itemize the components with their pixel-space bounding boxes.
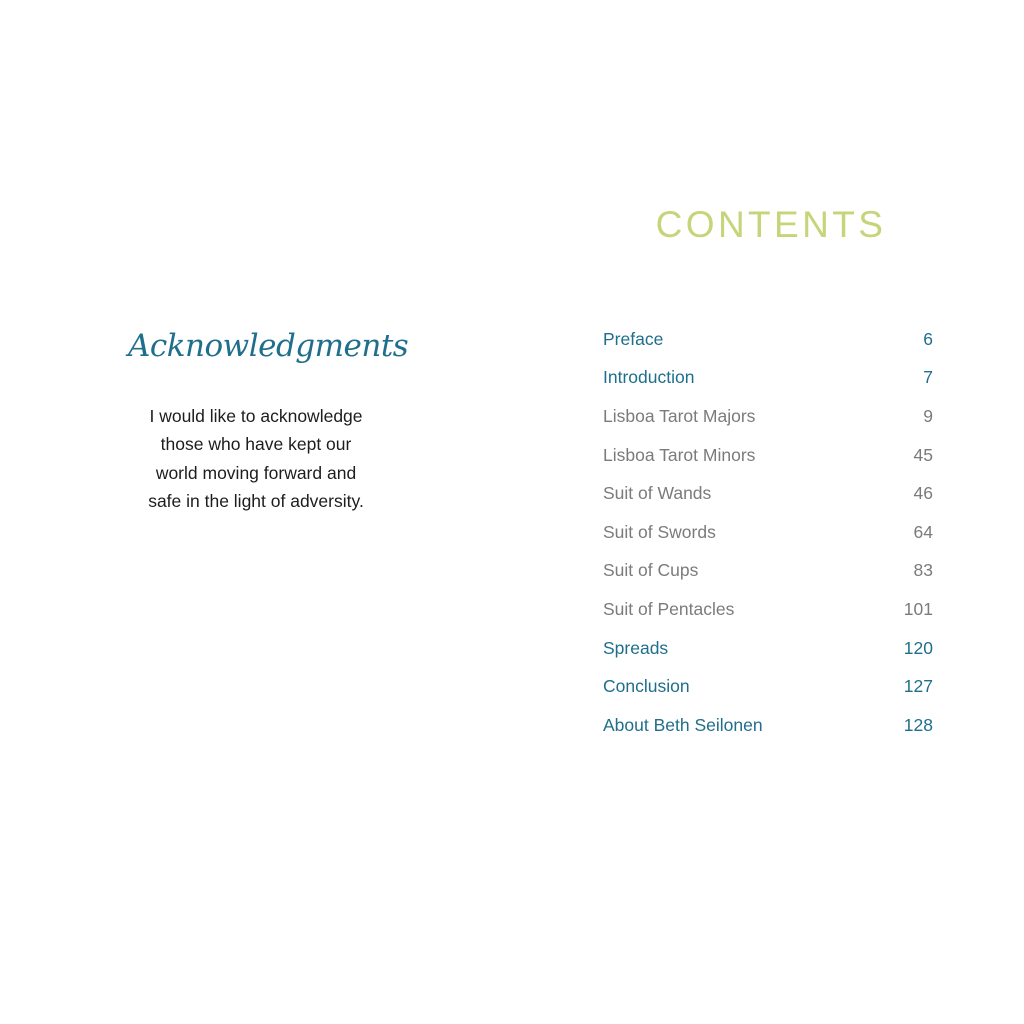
acknowledgments-line: I would like to acknowledge: [149, 406, 363, 426]
acknowledgments-line: those who have kept our: [160, 434, 352, 455]
table-of-contents: [603, 320, 933, 745]
toc-entry[interactable]: [603, 320, 933, 359]
toc-entry-label: Suit of Pentacles: [603, 598, 735, 619]
toc-entry-page: 127: [903, 676, 933, 697]
acknowledgments-text: [128, 402, 384, 515]
toc-entry-page: 46: [913, 483, 933, 504]
toc-entry-label: Spreads: [603, 637, 669, 658]
toc-entry[interactable]: [603, 552, 933, 591]
toc-entry[interactable]: [603, 629, 933, 668]
toc-entry[interactable]: [603, 667, 933, 706]
toc-entry[interactable]: [603, 706, 933, 745]
toc-entry-label: Introduction: [603, 367, 695, 388]
toc-entry-page: 45: [913, 444, 933, 465]
contents-heading: CONTENTS: [655, 204, 887, 245]
toc-entry[interactable]: [603, 436, 933, 475]
toc-entry-page: 101: [903, 598, 933, 619]
toc-entry-label: Suit of Wands: [603, 483, 712, 504]
toc-entry[interactable]: [603, 397, 933, 436]
toc-entry[interactable]: [603, 474, 933, 513]
toc-entry-label: Suit of Swords: [603, 521, 716, 542]
toc-entry[interactable]: [603, 513, 933, 552]
toc-entry-page: 9: [923, 405, 933, 426]
toc-entry-page: 64: [913, 521, 933, 542]
toc-entry-label: Suit of Cups: [603, 560, 699, 581]
toc-entry-page: 7: [923, 367, 933, 388]
acknowledgments-line: world moving forward and: [155, 462, 357, 483]
toc-entry[interactable]: [603, 590, 933, 629]
toc-entry-page: 120: [903, 637, 933, 658]
toc-entry-label: Lisboa Tarot Minors: [603, 444, 756, 465]
toc-entry-page: 83: [913, 560, 933, 581]
toc-entry-label: Preface: [603, 328, 664, 349]
toc-entry-label: Lisboa Tarot Majors: [603, 405, 756, 426]
toc-entry-page: 6: [923, 328, 933, 349]
acknowledgments-heading: Acknowledgments: [128, 328, 409, 364]
toc-entry-page: 128: [903, 714, 933, 735]
acknowledgments-section: [128, 318, 409, 515]
toc-entry-label: Conclusion: [603, 676, 690, 697]
toc-entry-label: About Beth Seilonen: [603, 714, 763, 735]
acknowledgments-line: safe in the light of adversity.: [148, 490, 364, 511]
toc-entry[interactable]: [603, 359, 933, 398]
